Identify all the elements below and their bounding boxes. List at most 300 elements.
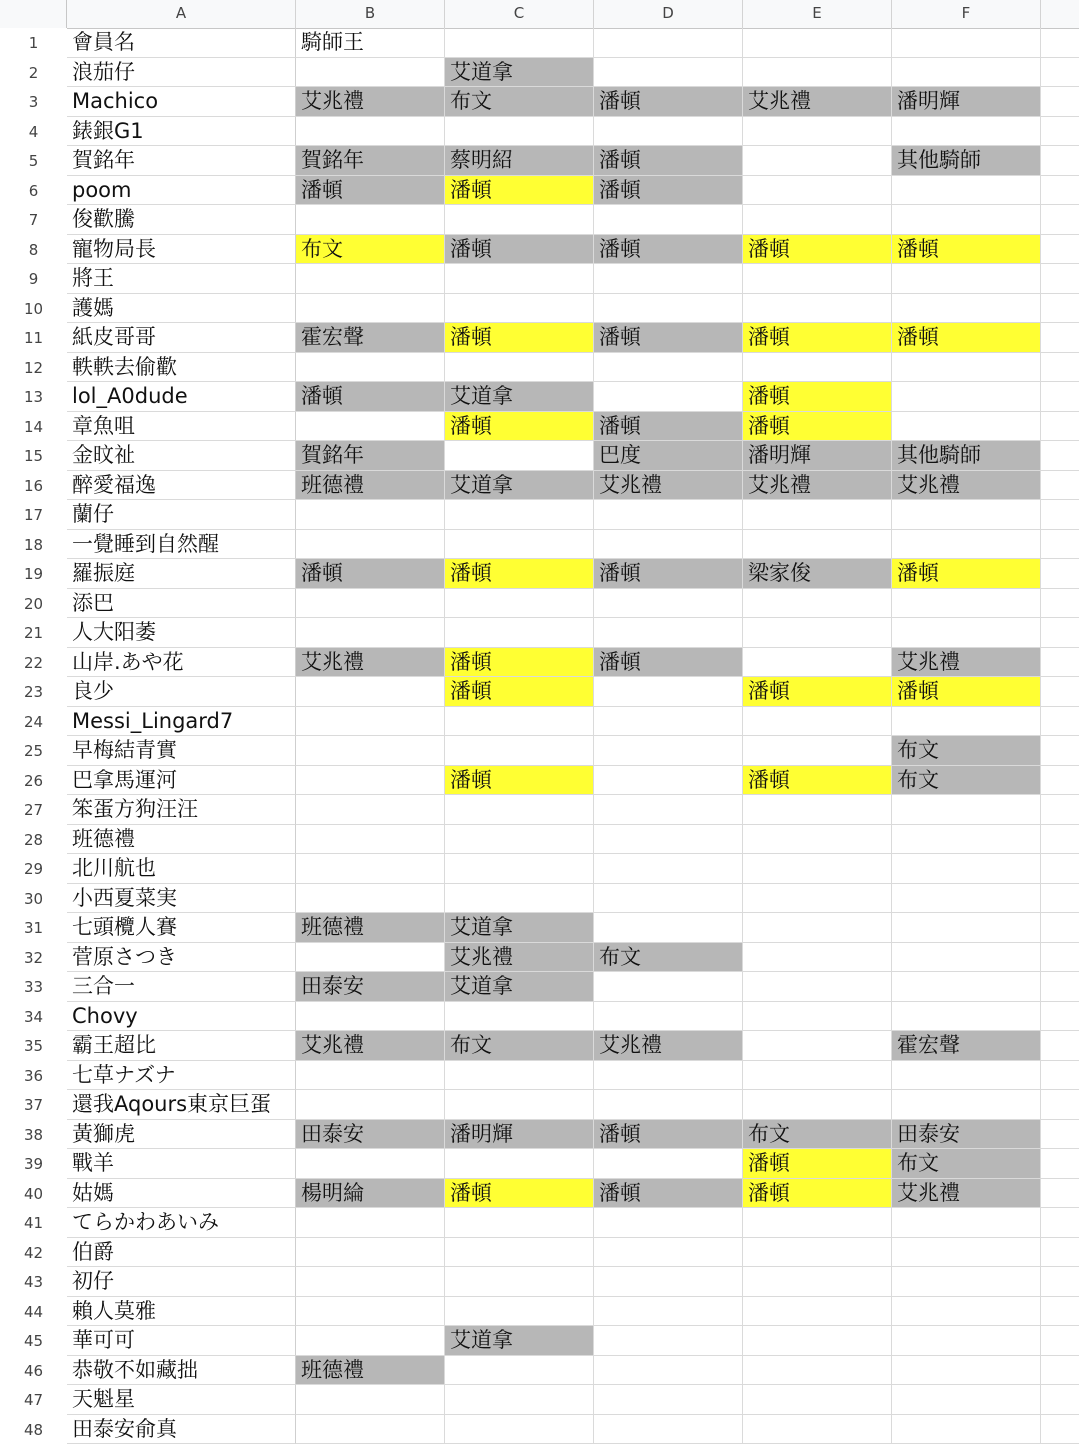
row-header[interactable]: 37 (0, 1090, 67, 1120)
cell-d[interactable] (594, 884, 743, 914)
cell-b[interactable] (296, 500, 445, 530)
cell-f[interactable]: 其他騎師 (892, 146, 1041, 176)
row-header[interactable]: 19 (0, 559, 67, 589)
cell-e[interactable] (743, 707, 892, 737)
cell-d[interactable] (594, 1208, 743, 1238)
cell-g[interactable] (1041, 707, 1079, 737)
cell-f[interactable]: 田泰安 (892, 1120, 1041, 1150)
cell-a[interactable]: 章魚咀 (67, 412, 296, 442)
cell-b[interactable] (296, 1149, 445, 1179)
row-header[interactable]: 10 (0, 294, 67, 324)
cell-e[interactable] (743, 294, 892, 324)
cell-f[interactable] (892, 943, 1041, 973)
cell-d[interactable] (594, 1267, 743, 1297)
cell-b[interactable]: 田泰安 (296, 972, 445, 1002)
cell-d[interactable] (594, 972, 743, 1002)
cell-e[interactable]: 潘頓 (743, 235, 892, 265)
row-header[interactable]: 12 (0, 353, 67, 383)
cell-e[interactable]: 艾兆禮 (743, 471, 892, 501)
cell-a[interactable]: 將王 (67, 264, 296, 294)
row-header[interactable]: 34 (0, 1002, 67, 1032)
cell-c[interactable]: 潘頓 (445, 323, 594, 353)
cell-e[interactable] (743, 825, 892, 855)
cell-a[interactable]: 戰羊 (67, 1149, 296, 1179)
cell-f[interactable]: 霍宏聲 (892, 1031, 1041, 1061)
cell-g[interactable] (1041, 884, 1079, 914)
cell-b[interactable] (296, 58, 445, 88)
cell-g[interactable] (1041, 1002, 1079, 1032)
cell-b[interactable] (296, 294, 445, 324)
cell-f[interactable]: 潘頓 (892, 323, 1041, 353)
cell-f[interactable] (892, 1061, 1041, 1091)
cell-e[interactable] (743, 618, 892, 648)
cell-e[interactable]: 潘頓 (743, 1179, 892, 1209)
cell-e[interactable] (743, 176, 892, 206)
row-header[interactable]: 5 (0, 146, 67, 176)
row-header[interactable]: 6 (0, 176, 67, 206)
row-header[interactable]: 29 (0, 854, 67, 884)
cell-d[interactable]: 潘頓 (594, 176, 743, 206)
row-header[interactable]: 32 (0, 943, 67, 973)
cell-d[interactable] (594, 1238, 743, 1268)
cell-a[interactable]: 伯爵 (67, 1238, 296, 1268)
cell-b[interactable] (296, 1238, 445, 1268)
cell-b[interactable] (296, 117, 445, 147)
cell-g[interactable] (1041, 1179, 1079, 1209)
cell-b[interactable]: 班德禮 (296, 1356, 445, 1386)
cell-a[interactable]: 初仔 (67, 1267, 296, 1297)
cell-d[interactable]: 潘頓 (594, 1179, 743, 1209)
cell-c[interactable] (445, 1238, 594, 1268)
cell-d[interactable] (594, 117, 743, 147)
cell-f[interactable] (892, 707, 1041, 737)
cell-d[interactable] (594, 530, 743, 560)
row-header[interactable]: 40 (0, 1179, 67, 1209)
cell-c[interactable]: 潘頓 (445, 235, 594, 265)
column-header-b[interactable]: B (296, 0, 445, 28)
cell-d[interactable]: 潘頓 (594, 323, 743, 353)
cell-c[interactable]: 布文 (445, 87, 594, 117)
cell-d[interactable] (594, 854, 743, 884)
cell-g[interactable] (1041, 1120, 1079, 1150)
cell-e[interactable] (743, 1415, 892, 1445)
cell-f[interactable] (892, 884, 1041, 914)
row-header[interactable]: 33 (0, 972, 67, 1002)
cell-c[interactable]: 潘頓 (445, 766, 594, 796)
cell-e[interactable] (743, 589, 892, 619)
row-header[interactable]: 18 (0, 530, 67, 560)
cell-d[interactable]: 潘頓 (594, 146, 743, 176)
cell-g[interactable] (1041, 677, 1079, 707)
cell-c[interactable]: 潘頓 (445, 648, 594, 678)
cell-g[interactable] (1041, 117, 1079, 147)
row-header[interactable]: 39 (0, 1149, 67, 1179)
cell-b[interactable]: 賀銘年 (296, 441, 445, 471)
row-header[interactable]: 11 (0, 323, 67, 353)
cell-g[interactable] (1041, 146, 1079, 176)
cell-e[interactable] (743, 146, 892, 176)
row-header[interactable]: 20 (0, 589, 67, 619)
cell-e[interactable]: 潘頓 (743, 1149, 892, 1179)
cell-f[interactable] (892, 58, 1041, 88)
cell-f[interactable]: 艾兆禮 (892, 648, 1041, 678)
row-header[interactable]: 42 (0, 1238, 67, 1268)
cell-b[interactable] (296, 707, 445, 737)
cell-b[interactable] (296, 825, 445, 855)
column-header-c[interactable]: C (445, 0, 594, 28)
cell-b[interactable] (296, 1267, 445, 1297)
cell-a[interactable]: 班德禮 (67, 825, 296, 855)
cell-f[interactable] (892, 1002, 1041, 1032)
row-header[interactable]: 8 (0, 235, 67, 265)
cell-f[interactable]: 潘明輝 (892, 87, 1041, 117)
cell-d[interactable] (594, 1415, 743, 1445)
cell-a[interactable]: 菅原さつき (67, 943, 296, 973)
cell-g[interactable] (1041, 353, 1079, 383)
cell-e[interactable]: 潘明輝 (743, 441, 892, 471)
cell-e[interactable] (743, 1061, 892, 1091)
cell-c[interactable] (445, 1356, 594, 1386)
cell-g[interactable] (1041, 1326, 1079, 1356)
cell-b[interactable] (296, 943, 445, 973)
column-header-d[interactable]: D (594, 0, 743, 28)
cell-e[interactable]: 艾兆禮 (743, 87, 892, 117)
cell-d[interactable] (594, 677, 743, 707)
cell-e[interactable] (743, 1208, 892, 1238)
column-header-a[interactable]: A (67, 0, 296, 28)
cell-c[interactable]: 潘頓 (445, 677, 594, 707)
cell-e[interactable]: 潘頓 (743, 382, 892, 412)
cell-b[interactable] (296, 1326, 445, 1356)
cell-f[interactable] (892, 176, 1041, 206)
cell-a[interactable]: 小西夏菜実 (67, 884, 296, 914)
cell-e[interactable]: 潘頓 (743, 766, 892, 796)
cell-f[interactable] (892, 589, 1041, 619)
cell-f[interactable] (892, 1297, 1041, 1327)
row-header[interactable]: 21 (0, 618, 67, 648)
row-header[interactable]: 24 (0, 707, 67, 737)
cell-d[interactable]: 潘頓 (594, 1120, 743, 1150)
cell-b[interactable] (296, 854, 445, 884)
row-header[interactable]: 15 (0, 441, 67, 471)
cell-f[interactable] (892, 264, 1041, 294)
cell-c[interactable]: 艾道拿 (445, 913, 594, 943)
cell-e[interactable] (743, 1385, 892, 1415)
row-header[interactable]: 31 (0, 913, 67, 943)
cell-b[interactable] (296, 1415, 445, 1445)
cell-a[interactable]: 恭敬不如藏拙 (67, 1356, 296, 1386)
cell-d[interactable]: 艾兆禮 (594, 1031, 743, 1061)
cell-d[interactable]: 布文 (594, 943, 743, 973)
row-header[interactable]: 43 (0, 1267, 67, 1297)
cell-f[interactable]: 艾兆禮 (892, 1179, 1041, 1209)
select-all-corner[interactable] (0, 0, 67, 28)
cell-e[interactable] (743, 854, 892, 884)
cell-c[interactable]: 潘頓 (445, 559, 594, 589)
cell-g[interactable] (1041, 205, 1079, 235)
cell-d[interactable] (594, 1149, 743, 1179)
cell-e[interactable] (743, 353, 892, 383)
cell-c[interactable] (445, 736, 594, 766)
cell-e[interactable]: 潘頓 (743, 412, 892, 442)
cell-g[interactable] (1041, 589, 1079, 619)
cell-d[interactable]: 潘頓 (594, 559, 743, 589)
cell-g[interactable] (1041, 795, 1079, 825)
cell-e[interactable] (743, 264, 892, 294)
cell-f[interactable] (892, 854, 1041, 884)
cell-g[interactable] (1041, 648, 1079, 678)
cell-b[interactable]: 艾兆禮 (296, 87, 445, 117)
cell-c[interactable]: 布文 (445, 1031, 594, 1061)
cell-d[interactable] (594, 1061, 743, 1091)
cell-g[interactable] (1041, 1415, 1079, 1445)
cell-c[interactable] (445, 618, 594, 648)
cell-g[interactable] (1041, 972, 1079, 1002)
cell-c[interactable]: 潘頓 (445, 1179, 594, 1209)
cell-a[interactable]: 北川航也 (67, 854, 296, 884)
cell-d[interactable]: 潘頓 (594, 87, 743, 117)
cell-f[interactable] (892, 500, 1041, 530)
cell-c[interactable] (445, 1385, 594, 1415)
cell-a[interactable]: 金旼祉 (67, 441, 296, 471)
cell-b[interactable] (296, 736, 445, 766)
cell-c[interactable]: 艾道拿 (445, 1326, 594, 1356)
cell-d[interactable] (594, 618, 743, 648)
cell-c[interactable] (445, 589, 594, 619)
cell-a[interactable]: 賴人莫雅 (67, 1297, 296, 1327)
cell-g[interactable] (1041, 87, 1079, 117)
cell-g[interactable] (1041, 1090, 1079, 1120)
cell-e[interactable]: 潘頓 (743, 323, 892, 353)
cell-g[interactable] (1041, 766, 1079, 796)
row-header[interactable]: 4 (0, 117, 67, 147)
cell-f[interactable]: 潘頓 (892, 235, 1041, 265)
cell-g[interactable] (1041, 382, 1079, 412)
cell-a[interactable]: 錶銀G1 (67, 117, 296, 147)
cell-b[interactable] (296, 264, 445, 294)
cell-f[interactable] (892, 294, 1041, 324)
cell-a[interactable]: 山岸.あや花 (67, 648, 296, 678)
cell-a[interactable]: 笨蛋方狗汪汪 (67, 795, 296, 825)
cell-b[interactable] (296, 412, 445, 442)
cell-f[interactable] (892, 412, 1041, 442)
cell-b[interactable] (296, 618, 445, 648)
cell-c[interactable] (445, 1267, 594, 1297)
cell-b[interactable] (296, 205, 445, 235)
cell-b[interactable]: 班德禮 (296, 471, 445, 501)
cell-c[interactable] (445, 1415, 594, 1445)
cell-f[interactable]: 艾兆禮 (892, 471, 1041, 501)
cell-c[interactable] (445, 117, 594, 147)
cell-c[interactable] (445, 884, 594, 914)
cell-d[interactable] (594, 825, 743, 855)
cell-b[interactable]: 田泰安 (296, 1120, 445, 1150)
cell-d[interactable] (594, 1356, 743, 1386)
cell-e[interactable] (743, 500, 892, 530)
cell-c[interactable]: 艾道拿 (445, 471, 594, 501)
cell-g[interactable] (1041, 1061, 1079, 1091)
cell-a[interactable]: 三合一 (67, 972, 296, 1002)
cell-c[interactable] (445, 1061, 594, 1091)
row-header[interactable]: 27 (0, 795, 67, 825)
cell-a[interactable]: 人大阳萎 (67, 618, 296, 648)
cell-f[interactable] (892, 795, 1041, 825)
cell-d[interactable]: 潘頓 (594, 648, 743, 678)
cell-c[interactable] (445, 707, 594, 737)
cell-f[interactable]: 潘頓 (892, 677, 1041, 707)
cell-a[interactable]: Machico (67, 87, 296, 117)
cell-c[interactable]: 潘頓 (445, 412, 594, 442)
cell-d[interactable]: 潘頓 (594, 412, 743, 442)
cell-f[interactable] (892, 618, 1041, 648)
cell-e[interactable] (743, 530, 892, 560)
cell-b[interactable] (296, 1208, 445, 1238)
cell-d[interactable] (594, 58, 743, 88)
cell-c[interactable] (445, 205, 594, 235)
cell-e[interactable]: 潘頓 (743, 677, 892, 707)
cell-f[interactable] (892, 1385, 1041, 1415)
row-header[interactable]: 30 (0, 884, 67, 914)
cell-d[interactable] (594, 353, 743, 383)
row-header[interactable]: 7 (0, 205, 67, 235)
cell-d[interactable] (594, 1326, 743, 1356)
cell-b[interactable] (296, 795, 445, 825)
cell-g[interactable] (1041, 1356, 1079, 1386)
cell-a[interactable]: 一覺睡到自然醒 (67, 530, 296, 560)
cell-a[interactable]: 醉愛福逸 (67, 471, 296, 501)
row-header[interactable]: 14 (0, 412, 67, 442)
cell-f[interactable]: 潘頓 (892, 559, 1041, 589)
cell-a[interactable]: 還我Aqours東京巨蛋 (67, 1090, 296, 1120)
cell-f[interactable]: 布文 (892, 1149, 1041, 1179)
cell-g[interactable] (1041, 323, 1079, 353)
cell-f[interactable] (892, 913, 1041, 943)
cell-c[interactable]: 蔡明紹 (445, 146, 594, 176)
cell-e[interactable] (743, 117, 892, 147)
cell-c[interactable] (445, 530, 594, 560)
cell-f[interactable] (892, 1356, 1041, 1386)
cell-d[interactable] (594, 1385, 743, 1415)
cell-f[interactable] (892, 1415, 1041, 1445)
cell-f[interactable] (892, 1090, 1041, 1120)
cell-a[interactable]: 田泰安俞真 (67, 1415, 296, 1445)
cell-a[interactable]: 軼軼去偷歡 (67, 353, 296, 383)
cell-g[interactable] (1041, 854, 1079, 884)
cell-e[interactable]: 梁家俊 (743, 559, 892, 589)
row-header[interactable]: 45 (0, 1326, 67, 1356)
cell-d[interactable]: 潘頓 (594, 235, 743, 265)
cell-a[interactable]: 羅振庭 (67, 559, 296, 589)
cell-a[interactable]: 七頭欖人賽 (67, 913, 296, 943)
cell-f[interactable] (892, 28, 1041, 58)
cell-e[interactable] (743, 1031, 892, 1061)
row-header[interactable]: 41 (0, 1208, 67, 1238)
cell-b[interactable] (296, 884, 445, 914)
cell-c[interactable] (445, 795, 594, 825)
cell-f[interactable] (892, 1267, 1041, 1297)
cell-f[interactable] (892, 382, 1041, 412)
cell-e[interactable]: 布文 (743, 1120, 892, 1150)
cell-d[interactable] (594, 913, 743, 943)
cell-b[interactable]: 潘頓 (296, 382, 445, 412)
cell-a[interactable]: 添巴 (67, 589, 296, 619)
cell-d[interactable] (594, 589, 743, 619)
cell-e[interactable] (743, 1326, 892, 1356)
cell-g[interactable] (1041, 471, 1079, 501)
cell-e[interactable] (743, 58, 892, 88)
cell-f[interactable] (892, 1326, 1041, 1356)
cell-d[interactable] (594, 1002, 743, 1032)
cell-f[interactable]: 其他騎師 (892, 441, 1041, 471)
cell-d[interactable]: 艾兆禮 (594, 471, 743, 501)
cell-f[interactable] (892, 353, 1041, 383)
column-header-f[interactable]: F (892, 0, 1041, 28)
cell-b[interactable] (296, 530, 445, 560)
cell-d[interactable] (594, 264, 743, 294)
cell-g[interactable] (1041, 1267, 1079, 1297)
cell-g[interactable] (1041, 235, 1079, 265)
cell-a[interactable]: 早梅結青實 (67, 736, 296, 766)
cell-d[interactable]: 巴度 (594, 441, 743, 471)
column-header-e[interactable]: E (743, 0, 892, 28)
row-header[interactable]: 16 (0, 471, 67, 501)
cell-a[interactable]: 七草ナズナ (67, 1061, 296, 1091)
cell-g[interactable] (1041, 1385, 1079, 1415)
cell-c[interactable] (445, 1208, 594, 1238)
cell-b[interactable]: 楊明綸 (296, 1179, 445, 1209)
cell-a[interactable]: 天魁星 (67, 1385, 296, 1415)
row-header[interactable]: 28 (0, 825, 67, 855)
row-header[interactable]: 3 (0, 87, 67, 117)
cell-b[interactable] (296, 589, 445, 619)
cell-g[interactable] (1041, 176, 1079, 206)
cell-b[interactable] (296, 1385, 445, 1415)
cell-f[interactable] (892, 825, 1041, 855)
cell-d[interactable] (594, 205, 743, 235)
cell-d[interactable] (594, 500, 743, 530)
cell-e[interactable] (743, 1297, 892, 1327)
cell-d[interactable] (594, 1090, 743, 1120)
cell-g[interactable] (1041, 618, 1079, 648)
cell-e[interactable] (743, 884, 892, 914)
cell-b[interactable] (296, 1061, 445, 1091)
column-header-g[interactable] (1041, 0, 1079, 28)
cell-a[interactable]: 紙皮哥哥 (67, 323, 296, 353)
cell-c[interactable] (445, 854, 594, 884)
cell-b[interactable]: 艾兆禮 (296, 1031, 445, 1061)
cell-d[interactable] (594, 382, 743, 412)
cell-b[interactable] (296, 677, 445, 707)
cell-g[interactable] (1041, 736, 1079, 766)
cell-g[interactable] (1041, 1238, 1079, 1268)
cell-g[interactable] (1041, 913, 1079, 943)
cell-a[interactable]: 巴拿馬運河 (67, 766, 296, 796)
cell-a[interactable]: poom (67, 176, 296, 206)
cell-b[interactable]: 潘頓 (296, 559, 445, 589)
cell-g[interactable] (1041, 58, 1079, 88)
row-header[interactable]: 44 (0, 1297, 67, 1327)
row-header[interactable]: 36 (0, 1061, 67, 1091)
row-header[interactable]: 23 (0, 677, 67, 707)
row-header[interactable]: 1 (0, 28, 67, 58)
cell-a[interactable]: 華可可 (67, 1326, 296, 1356)
cell-f[interactable] (892, 1238, 1041, 1268)
cell-d[interactable] (594, 736, 743, 766)
cell-a[interactable]: lol_A0dude (67, 382, 296, 412)
cell-c[interactable] (445, 294, 594, 324)
cell-a[interactable]: 黃獅虎 (67, 1120, 296, 1150)
cell-e[interactable] (743, 648, 892, 678)
